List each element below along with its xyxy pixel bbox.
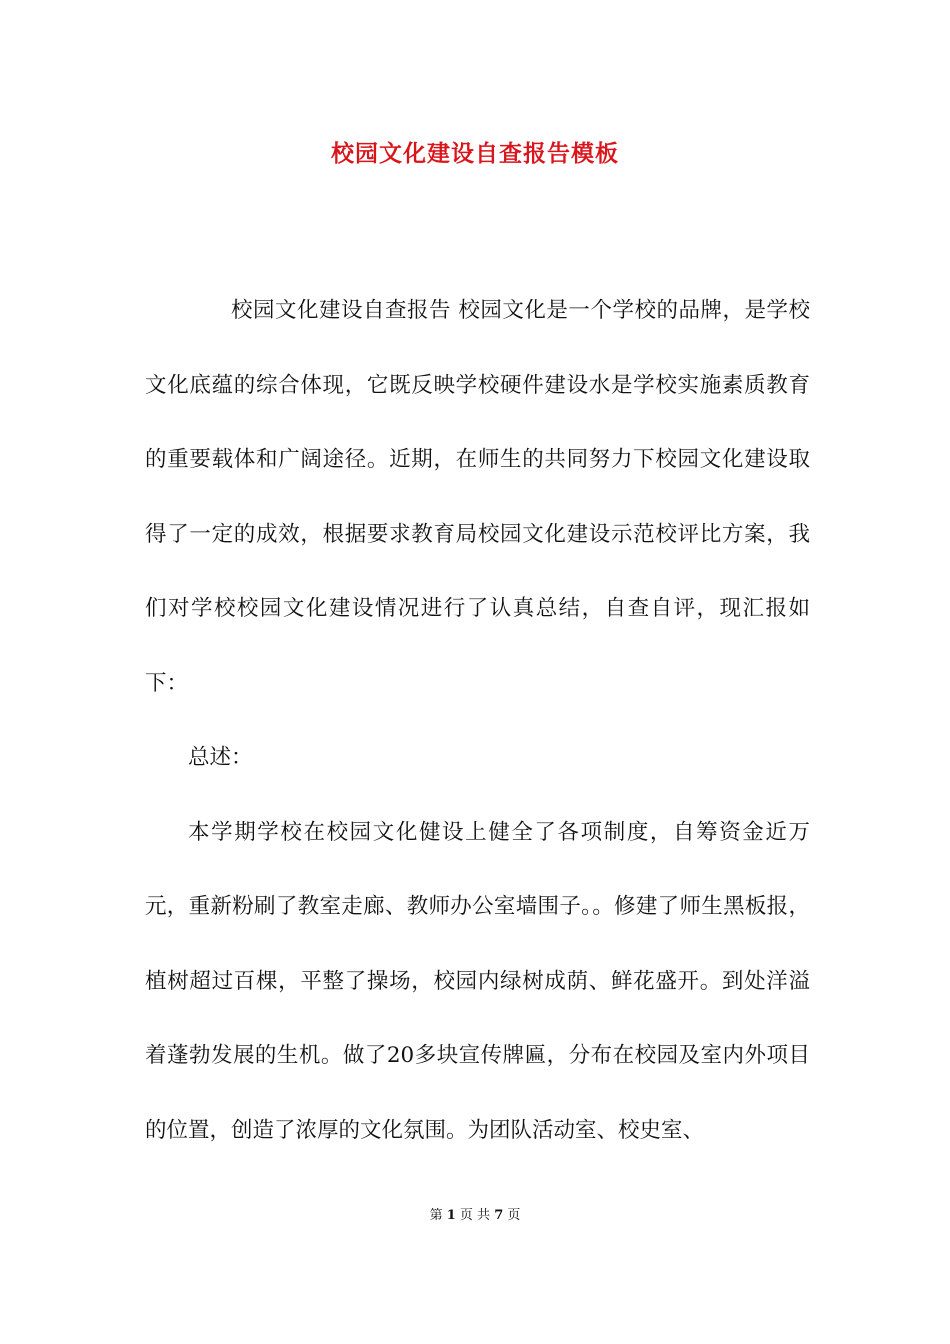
page-footer <box>0 1206 950 1226</box>
footer-label-end: 页 <box>507 1208 521 1223</box>
document-body <box>145 274 810 1168</box>
paragraph-summary-heading: 总述： <box>188 745 253 770</box>
paragraph-intro: 校园文化建设自查报告 校园文化是一个学校的品牌，是学校文化底蕴的综合体现，它既反映学校硬件建设水是学校实施素质教育的重要载体和广阔途径。近期，在师生的共同努力下校园文化建设取得了一定的成效，根据要求教育局校园文化建设示范校评比方案，我们对学校校园文化建设情况进行了认真总结，自查自评，现汇报如下： <box>145 298 810 696</box>
footer-current-page: 1 <box>446 1208 456 1223</box>
footer-label-page: 第 <box>429 1208 443 1223</box>
footer-total-pages: 7 <box>494 1208 504 1223</box>
paragraph-body: 本学期学校在校园文化健设上健全了各项制度，自筹资金近万元，重新粉刷了教室走廊、教师办公室墙围子。。修建了师生黑板报，植树超过百棵，平整了操场，校园内绿树成荫、鲜花盛开。到处洋溢着蓬勃发展的生机。做了20多块宣传牌匾，分布在校园及室内外项目的位置，创造了浓厚的文化氛围。为团队活动室、校史室、 <box>145 819 810 1143</box>
document-title: 校园文化建设自查报告模板 <box>331 140 619 167</box>
footer-label-of: 页 共 <box>459 1208 491 1223</box>
